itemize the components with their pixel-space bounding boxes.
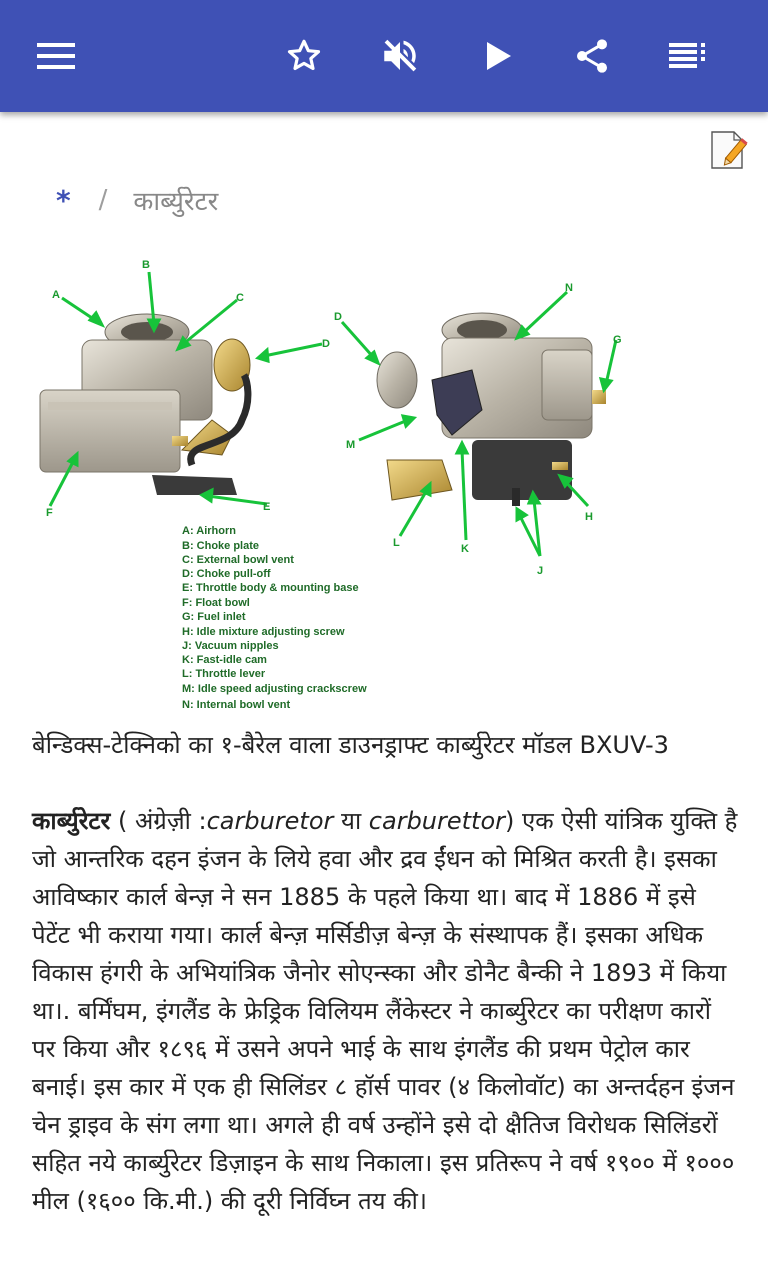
- english-term: carburetor: [206, 807, 334, 835]
- legend-item: J: Vacuum nipples: [182, 640, 279, 652]
- legend-item: N: Internal bowl vent: [182, 699, 291, 711]
- contents-button[interactable]: [660, 28, 716, 84]
- favorite-button[interactable]: [276, 28, 332, 84]
- label-h: H: [585, 511, 593, 523]
- article-title-term: कार्ब्युरेटर: [32, 807, 111, 835]
- label-g: G: [613, 334, 622, 346]
- figure-legend: [182, 525, 367, 711]
- image-caption: बेन्डिक्स-टेक्निको का १-बैरेल वाला डाउनड्राफ्ट कार्ब्युरेटर मॉडल BXUV-3: [32, 731, 669, 759]
- article-text: ( अंग्रेज़ी :: [110, 807, 207, 835]
- volume-off-icon: [379, 35, 421, 77]
- legend-item: A: Airhorn: [182, 525, 236, 537]
- edit-pencil-icon: [706, 128, 750, 172]
- legend-item: D: Choke pull-off: [182, 568, 271, 580]
- legend-item: M: Idle speed adjusting crackscrew: [182, 683, 367, 695]
- label-d-left: D: [322, 338, 330, 350]
- english-term: carburettor: [368, 807, 506, 835]
- legend-item: C: External bowl vent: [182, 554, 294, 566]
- star-icon: [284, 36, 324, 76]
- breadcrumb-home[interactable]: *: [56, 183, 71, 217]
- label-f: F: [46, 507, 53, 519]
- article-text: या: [333, 807, 369, 835]
- label-n: N: [565, 282, 573, 294]
- legend-item: K: Fast-idle cam: [182, 654, 267, 666]
- mute-button[interactable]: [372, 28, 428, 84]
- article-paragraph: [32, 802, 738, 1220]
- edit-button[interactable]: [706, 128, 750, 172]
- app-bar: [0, 0, 768, 112]
- carburetor-figure: [32, 250, 632, 715]
- play-icon: [483, 40, 513, 72]
- menu-button[interactable]: [28, 28, 84, 84]
- breadcrumb-separator: /: [98, 185, 108, 215]
- label-m: M: [346, 439, 356, 451]
- playlist-icon: [669, 42, 707, 70]
- label-c: C: [236, 292, 244, 304]
- article-body-text: ) एक ऐसी यांत्रिक युक्ति है जो आन्तरिक दहन इंजन के लिये हवा और द्रव ईंधन को मिश्रित करती है। इसका आविष्कार कार्ल बेन्ज़ ने सन 1885 के पहले किया था। बाद में 1886 में इसे पेटेंट भी कराया गया। कार्ल बेन्ज़ मर्सिडीज़ बेन्ज़ के संस्थापक हैं। इसका अधिक विकास हंगरी के अभियांत्रिक जैनोर सोएन्स्का और डोनैट बैन्की ने 1893 में किया था।. बर्मिंघम, इंगलैंड के फ्रेड्रिक विलियम लैंकेस्टर ने कार्ब्युरेटर का परीक्षण कारों पर किया और १८९६ में उसने अपने भाई के साथ इंगलैंड की प्रथम पेट्रोल कार बनाई। इस कार में एक ही सिलिंडर ८ हॉर्स पावर (४ किलोवॉट) का अन्तर्दहन इंजन चेन ड्राइव के संग लगा था। अगले ही वर्ष उन्होंने इसे दो क्षैतिज विरोधक सिलिंडरों सहित नये कार्ब्युरेटर डिज़ाइन के साथ निकाला। इस प्रतिरूप ने वर्ष १९०० में १००० मील (१६०० कि.मी.) की दूरी निर्विघ्न तय की।: [32, 807, 738, 1215]
- label-j: J: [537, 565, 544, 577]
- share-icon: [572, 35, 612, 77]
- breadcrumb: [56, 180, 218, 220]
- label-l: L: [393, 537, 400, 549]
- share-button[interactable]: [564, 28, 620, 84]
- play-button[interactable]: [470, 28, 526, 84]
- hamburger-menu-icon: [37, 42, 75, 70]
- legend-item: B: Choke plate: [182, 540, 260, 552]
- legend-item: E: Throttle body & mounting base: [182, 582, 359, 594]
- label-b: B: [142, 259, 150, 271]
- right-carburetor-photo: [377, 313, 606, 506]
- label-e: E: [263, 501, 271, 513]
- legend-item: G: Fuel inlet: [182, 611, 246, 623]
- breadcrumb-current: कार्ब्युरेटर: [133, 187, 219, 217]
- label-k: K: [461, 543, 469, 555]
- label-a: A: [52, 289, 60, 301]
- label-d-right: D: [334, 311, 342, 323]
- legend-item: H: Idle mixture adjusting screw: [182, 626, 345, 638]
- legend-item: L: Throttle lever: [182, 668, 266, 680]
- legend-item: F: Float bowl: [182, 597, 250, 609]
